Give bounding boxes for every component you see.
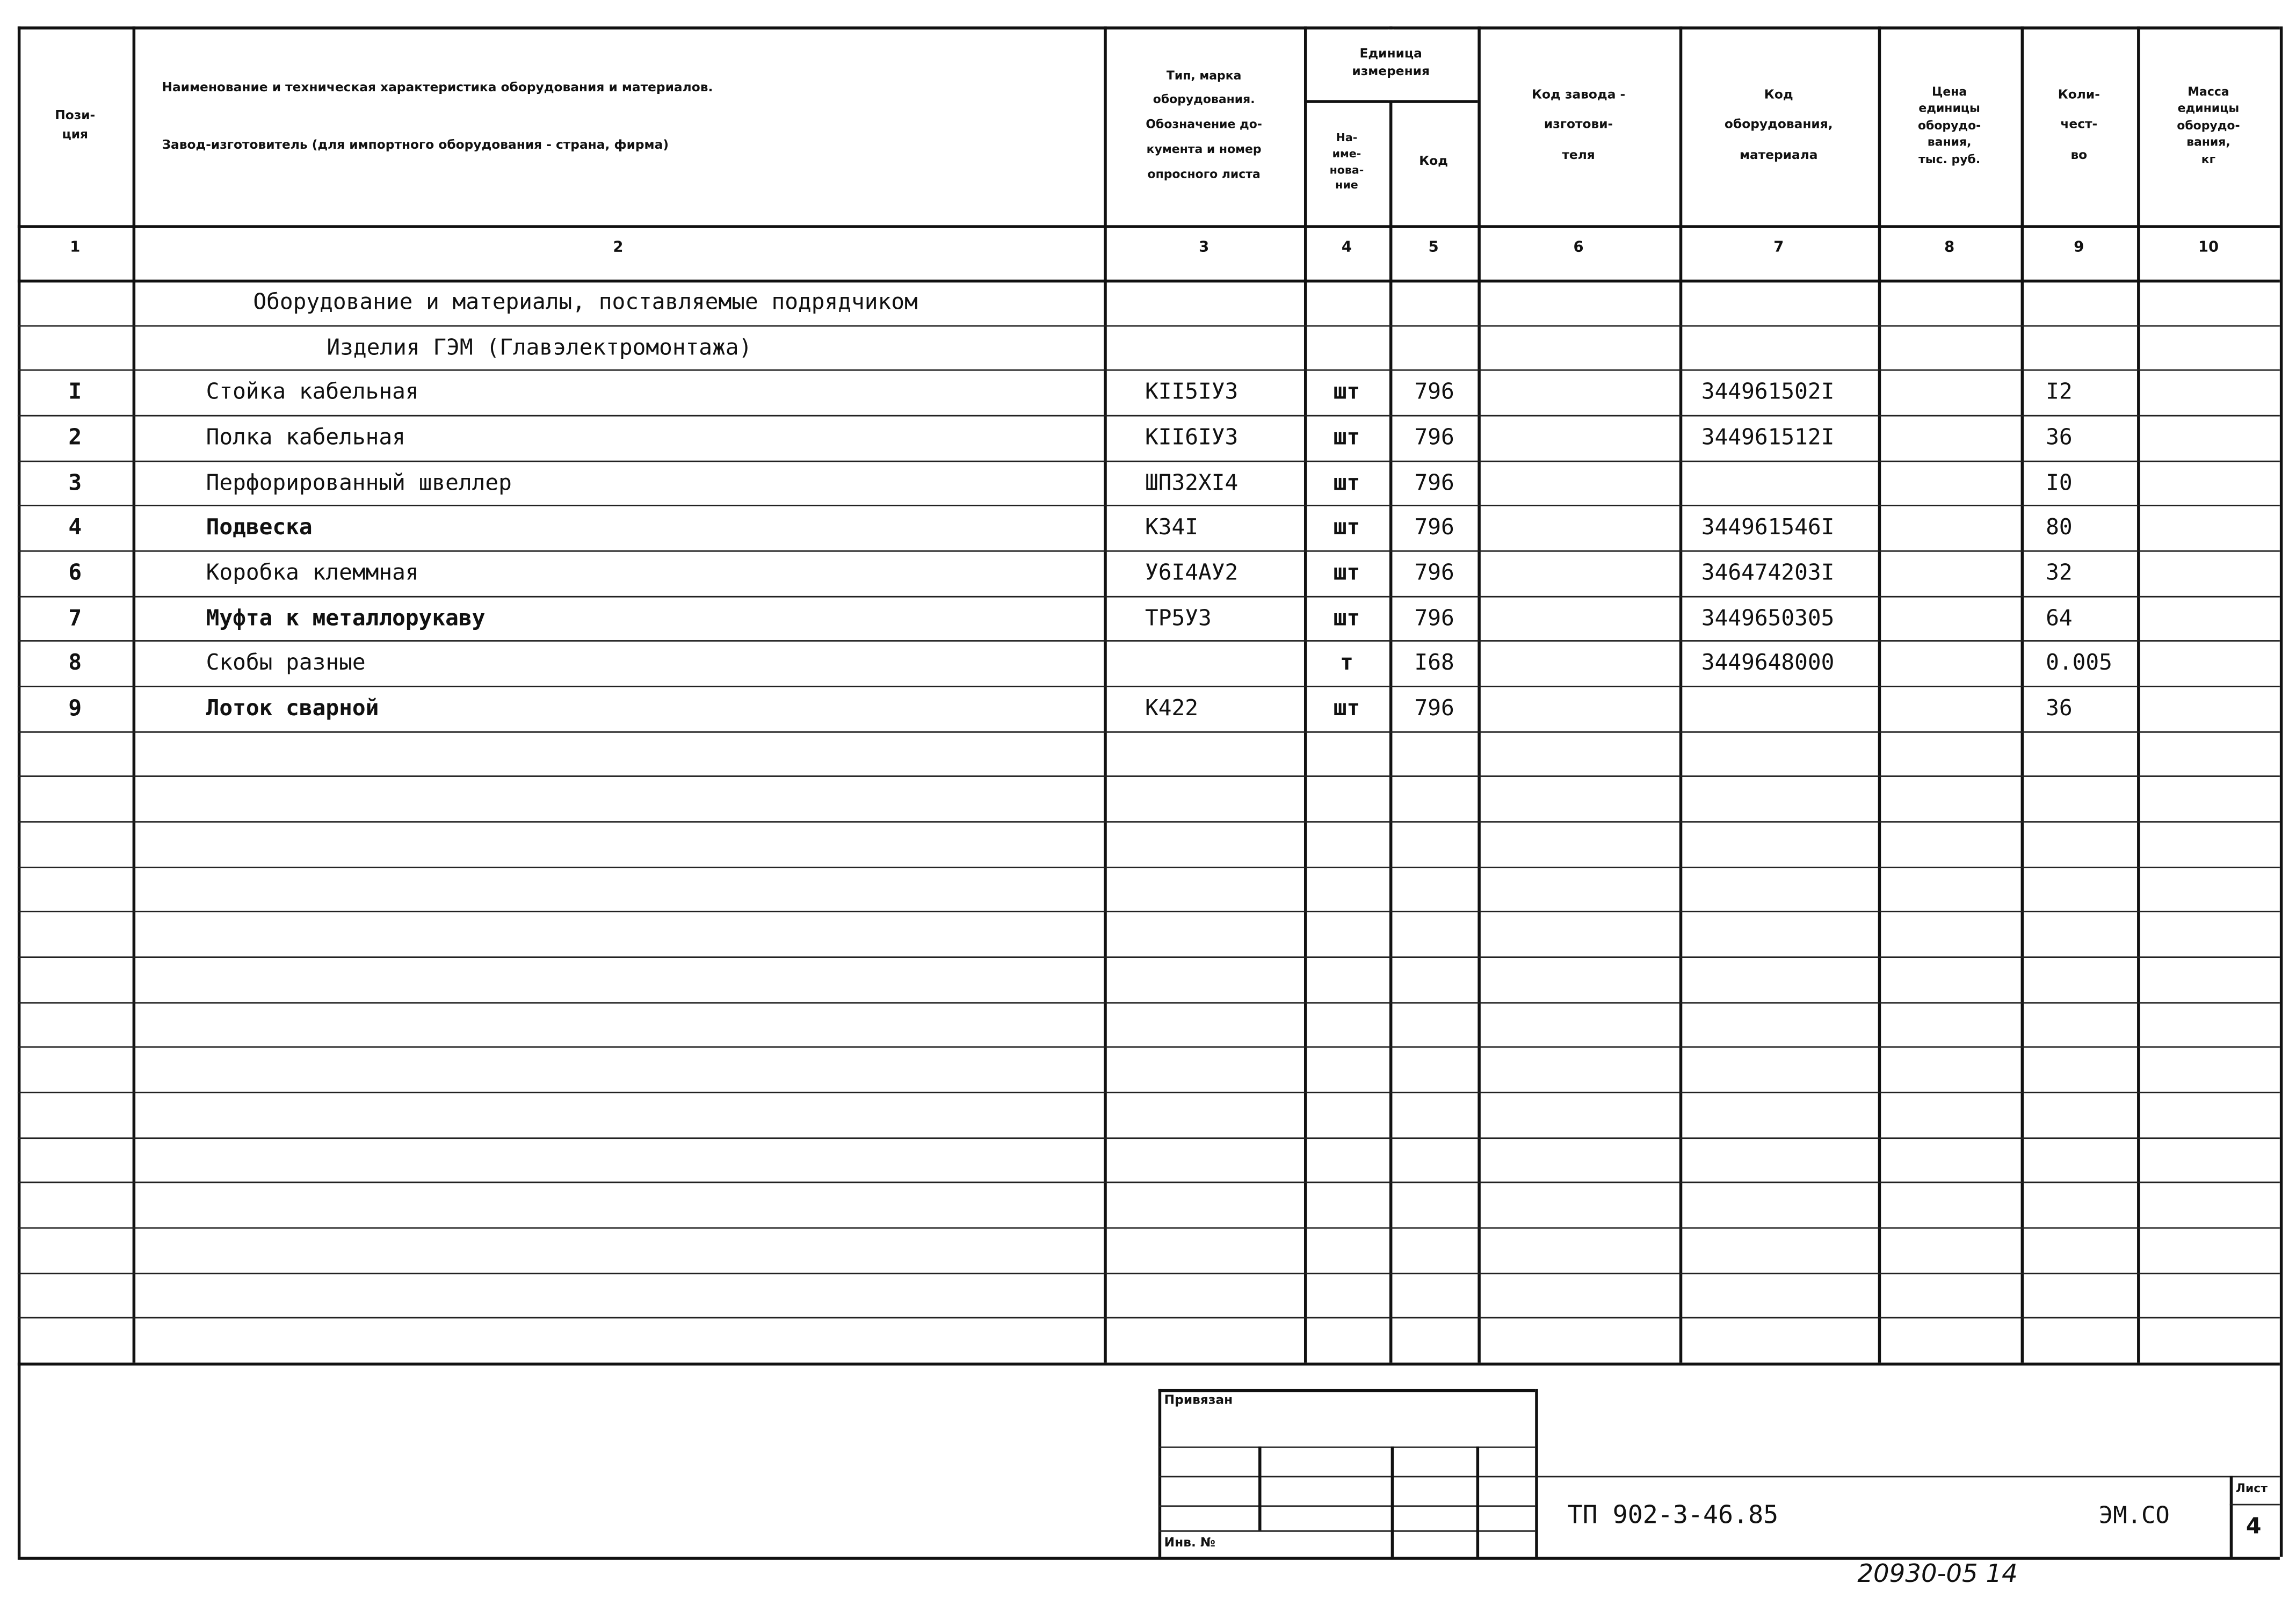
row-equipment-code: 3449650305 [1701, 604, 1835, 631]
row-unit-code: 796 [1414, 694, 1454, 721]
header-c3: Тип, марка оборудования. Обозначение до- кумента и номер опросного листа [1146, 68, 1262, 181]
column-number: 10 [2198, 239, 2219, 256]
row-quantity: 80 [2046, 514, 2073, 541]
row-position: 6 [68, 559, 82, 586]
column-number: 2 [613, 239, 624, 256]
row-unit-code: 796 [1414, 514, 1454, 541]
row-name: Подвеска [206, 514, 313, 541]
row-position: 7 [68, 604, 82, 631]
stamp-line [1476, 1447, 1479, 1557]
column-number: 4 [1341, 239, 1352, 256]
row-line [18, 956, 2280, 958]
stamp-line [1535, 1389, 1537, 1557]
document-code: ЭМ.СО [2098, 1501, 2170, 1529]
row-type: ТР5У3 [1145, 604, 1212, 631]
row-type: ШП32ХI4 [1145, 469, 1238, 496]
sheet-label: Лист [2235, 1481, 2268, 1495]
row-line [18, 1317, 2280, 1319]
stamp-line [1158, 1530, 1536, 1532]
row-equipment-code: 346474203I [1701, 559, 1835, 586]
row-line [18, 867, 2280, 868]
row-name: Стойка кабельная [206, 379, 419, 405]
column-number: 6 [1573, 239, 1584, 256]
frame-right [2280, 26, 2282, 1557]
column-number: 1 [70, 239, 81, 256]
header-c2b: Завод-изготовитель (для импортного оборудования - страна, фирма) [162, 138, 669, 153]
row-quantity: 32 [2046, 559, 2073, 586]
header-c8: Цена единицы оборудо- вания, тыс. руб. [1917, 84, 1981, 166]
section-title: Оборудование и материалы, поставляемые подрядчиком [253, 288, 918, 315]
row-name: Муфта к металлорукаву [206, 604, 486, 631]
row-quantity: 0.005 [2046, 649, 2112, 676]
header-c4: На- име- нова- ние [1329, 130, 1364, 192]
row-line [18, 1137, 2280, 1139]
row-unit-code: 796 [1414, 604, 1454, 631]
header-c1: Пози- ция [55, 109, 96, 142]
table-bottom [18, 1363, 2280, 1365]
row-type: К422 [1145, 694, 1199, 721]
row-equipment-code: 3449648000 [1701, 649, 1835, 676]
row-quantity: 36 [2046, 694, 2073, 721]
row-unit-code: 796 [1414, 424, 1454, 451]
row-unit-name: шт [1333, 469, 1360, 496]
row-unit-code: 796 [1414, 469, 1454, 496]
header-c9: Коли- чест- во [2058, 88, 2100, 163]
row-line [18, 821, 2280, 823]
row-position: 3 [68, 469, 82, 496]
row-name: Лоток сварной [206, 694, 379, 721]
row-line [18, 911, 2280, 912]
row-unit-name: шт [1333, 514, 1360, 541]
row-line [18, 1092, 2280, 1093]
row-position: 9 [68, 694, 82, 721]
row-quantity: I2 [2046, 379, 2073, 405]
row-unit-code: I68 [1414, 649, 1454, 676]
row-position: 8 [68, 649, 82, 676]
row-line [18, 731, 2280, 733]
archive-number: 20930-05 14 [1857, 1559, 2018, 1589]
row-name: Перфорированный швеллер [206, 469, 512, 496]
row-unit-name: т [1340, 649, 1353, 676]
row-line [18, 775, 2280, 777]
row-equipment-code: 344961502I [1701, 379, 1835, 405]
row-unit-name: шт [1333, 604, 1360, 631]
row-position: I [68, 379, 82, 405]
row-line [18, 1227, 2280, 1229]
row-equipment-code: 344961512I [1701, 424, 1835, 451]
inventory-number-label: Инв. № [1164, 1536, 1215, 1551]
column-number: 8 [1944, 239, 1955, 256]
stamp-line [1158, 1476, 2280, 1478]
header-c7: Код оборудования, материала [1724, 88, 1833, 163]
stamp-line [1158, 1447, 1536, 1448]
header-bottom [18, 225, 2280, 227]
frame-bottom [18, 1557, 2280, 1559]
row-unit-name: шт [1333, 424, 1360, 451]
row-line [18, 1002, 2280, 1004]
column-number: 5 [1428, 239, 1439, 256]
header-c6: Код завода - изготови- теля [1531, 88, 1626, 163]
privyazan-label: Привязан [1164, 1393, 1233, 1408]
row-type: У6I4АУ2 [1145, 559, 1238, 586]
stamp-line [1158, 1505, 1536, 1507]
header-c5: Код [1419, 155, 1448, 170]
row-unit-code: 796 [1414, 559, 1454, 586]
column-number: 9 [2074, 239, 2084, 256]
row-position: 4 [68, 514, 82, 541]
row-unit-name: шт [1333, 694, 1360, 721]
row-quantity: I0 [2046, 469, 2073, 496]
row-type: К34I [1145, 514, 1199, 541]
row-line [18, 1046, 2280, 1048]
column-number: 3 [1199, 239, 1209, 256]
sheet-box-line [2230, 1476, 2232, 1557]
stamp-line [1158, 1389, 1536, 1391]
row-type: КII5IУ3 [1145, 379, 1238, 405]
sheet-box-line [2230, 1504, 2280, 1506]
row-equipment-code: 344961546I [1701, 514, 1835, 541]
row-type: КII6IУ3 [1145, 424, 1238, 451]
row-line [18, 1182, 2280, 1183]
row-line [18, 1273, 2280, 1274]
row-unit-name: шт [1333, 559, 1360, 586]
sheet-number: 4 [2246, 1513, 2262, 1539]
header-c10: Масса единицы оборудо- вания, кг [2177, 84, 2240, 166]
header-unit_group: Единица измерения [1352, 46, 1430, 79]
row-name: Полка кабельная [206, 424, 405, 451]
row-name: Коробка клеммная [206, 559, 419, 586]
column-number: 7 [1773, 239, 1784, 256]
stamp-line [1391, 1447, 1393, 1557]
row-name: Скобы разные [206, 649, 366, 676]
row-position: 2 [68, 424, 82, 451]
stamp-line [1258, 1447, 1261, 1530]
row-quantity: 36 [2046, 424, 2073, 451]
row-unit-code: 796 [1414, 379, 1454, 405]
document-designation: ТП 902-3-46.85 [1567, 1501, 1779, 1531]
section-title: Изделия ГЭМ (Главэлектромонтажа) [327, 333, 752, 360]
row-quantity: 64 [2046, 604, 2073, 631]
row-unit-name: шт [1333, 379, 1360, 405]
header-c2a: Наименование и техническая характеристика оборудования и материалов. [162, 81, 713, 96]
